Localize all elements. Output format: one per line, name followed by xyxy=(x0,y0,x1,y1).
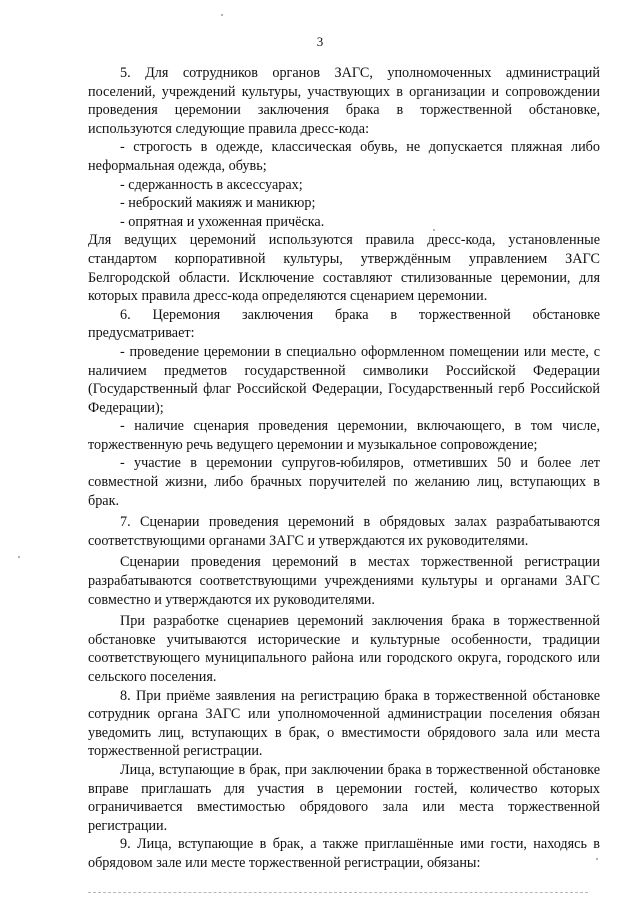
ceremony-requirement: - проведение церемонии в специально оформленном помещении или месте, с наличием предметов государственной символики Российской Федерации (Государственный флаг Российской Федерации, Государственный герб Российской Федерации); xyxy=(88,343,600,416)
paragraph-item-6: 6. Церемония заключения брака в торжественной обстановке предусматривает: xyxy=(88,306,600,342)
guests-paragraph: Лица, вступающие в брак, при заключении брака в торжественной обстановке вправе приглашать для участия в церемонии гостей, количество которых ограничивается вместимостью обрядового зала или места торжественной регистрации. xyxy=(88,761,600,834)
scan-speck xyxy=(221,14,223,16)
paragraph-item-7: 7. Сценарии проведения церемоний в обрядовых залах разрабатываются соответствующими органами ЗАГС и утверждаются их руководителями. xyxy=(88,514,600,549)
dress-code-rule: - неброский макияж и маникюр; xyxy=(120,195,316,212)
page-number: 3 xyxy=(316,34,324,49)
scenario-paragraph: Сценарии проведения церемоний в местах торжественной регистрации разрабатываются соответствующими учреждениями культуры и органами ЗАГС совместно и утверждаются их руководителями. xyxy=(88,554,600,608)
paragraph-item-9: 9. Лица, вступающие в брак, а также приглашённые ими гости, находясь в обрядовом зале или месте торжественной регистрации, обязаны: xyxy=(88,836,600,871)
dress-code-rule: - сдержанность в аксессуарах; xyxy=(120,176,303,193)
scan-speck xyxy=(18,556,20,558)
scan-speck xyxy=(596,858,598,860)
scan-speck xyxy=(433,229,435,231)
dress-code-rule: - опрятная и ухоженная причёска. xyxy=(120,213,325,230)
document-body xyxy=(88,64,600,873)
paragraph-item-8: 8. При приёме заявления на регистрацию брака в торжественной обстановке сотрудник органа ЗАГС или уполномоченной администрации поселения обязан уведомить лиц, вступающих в брак, о вместимости обрядового зала или места торжественной регистрации. xyxy=(88,687,600,760)
scan-edge-artifact xyxy=(88,892,588,893)
ceremony-requirement: - наличие сценария проведения церемонии, включающего, в том числе, торжественную речь ведущего церемонии и музыкальное сопровождение; xyxy=(88,418,600,453)
paragraph-item-5: 5. Для сотрудников органов ЗАГС, уполномоченных администраций поселений, учреждений культуры, участвующих в организации и сопровождении проведения церемонии заключения брака в торжественной обстановке, используются следующие правила дресс-кода: xyxy=(88,65,600,137)
scenario-development-paragraph: При разработке сценариев церемоний заключения брака в торжественной обстановке учитываются исторические и культурные особенности, традиции соответствующего муниципального района или городского округа, городского или сельского поселения. xyxy=(88,613,600,685)
hosts-dress-code-paragraph: Для ведущих церемоний используются правила дресс-кода, установленные стандартом корпоративной культуры, утверждённым управлением ЗАГС Белгородской области. Исключение составляют стилизованные церемонии, для которых правила дресс-кода определяются сценарием церемонии. xyxy=(88,232,600,305)
dress-code-rule: - строгость в одежде, классическая обувь, не допускается пляжная либо неформальная одежда, обувь; xyxy=(88,139,600,174)
ceremony-requirement: - участие в церемонии супругов-юбиляров, отметивших 50 и более лет совместной жизни, либо брачных поручителей по желанию лиц, вступающих в брак. xyxy=(88,455,600,509)
